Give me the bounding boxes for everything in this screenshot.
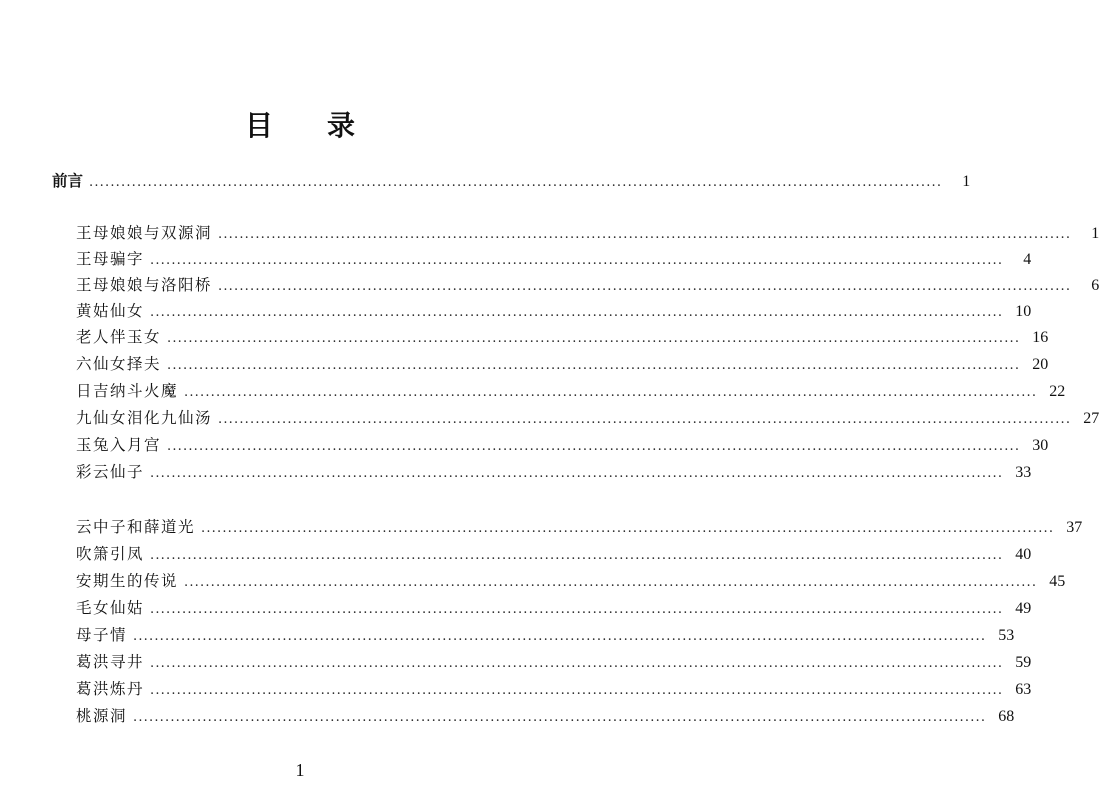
toc-entry-page: 6 — [1091, 277, 1099, 294]
toc-entry[interactable] — [76, 274, 1099, 296]
dot-leader: ................................................................................................................................................................ — [89, 175, 943, 190]
toc-entry-page: 53 — [998, 627, 1015, 644]
dot-leader: ................................................................................................................................................................ — [201, 521, 1055, 536]
toc-entry-page: 10 — [1015, 303, 1032, 320]
toc-entry-label: 葛洪炼丹 — [76, 680, 145, 698]
toc-entry[interactable] — [76, 407, 1099, 429]
toc-entry[interactable] — [76, 353, 1049, 375]
toc-entry[interactable] — [76, 624, 1015, 646]
toc-entry-label: 王母娘娘与洛阳桥 — [76, 276, 213, 294]
toc-entry-page: 1 — [1091, 225, 1099, 242]
toc-entry-page: 22 — [1049, 383, 1066, 400]
dot-leader: ................................................................................................................................................................ — [167, 358, 1021, 373]
dot-leader: ................................................................................................................................................................ — [133, 629, 987, 644]
dot-leader: ................................................................................................................................................................ — [184, 575, 1038, 590]
toc-entry-label: 云中子和薛道光 — [76, 518, 196, 536]
dot-leader: ................................................................................................................................................................ — [218, 227, 1072, 242]
dot-leader: ................................................................................................................................................................ — [150, 253, 1004, 268]
toc-entry[interactable] — [76, 516, 1083, 538]
toc-entry[interactable] — [76, 222, 1099, 244]
toc-entry-preface[interactable] — [52, 170, 971, 192]
toc-entry-page: 33 — [1015, 464, 1032, 481]
toc-entry[interactable] — [76, 570, 1066, 592]
dot-leader: ................................................................................................................................................................ — [150, 548, 1004, 563]
toc-entry-page: 59 — [1015, 654, 1032, 671]
toc-entry[interactable] — [76, 380, 1066, 402]
toc-entry-page: 45 — [1049, 573, 1066, 590]
toc-entry[interactable] — [76, 597, 1032, 619]
toc-entry[interactable] — [76, 326, 1049, 348]
toc-entry-page: 20 — [1032, 356, 1049, 373]
dot-leader: ................................................................................................................................................................ — [150, 305, 1004, 320]
toc-entry-page: 1 — [962, 173, 971, 190]
dot-leader: ................................................................................................................................................................ — [184, 385, 1038, 400]
toc-entry-label: 六仙女择夫 — [76, 355, 162, 373]
dot-leader: ................................................................................................................................................................ — [167, 439, 1021, 454]
toc-entry[interactable] — [76, 248, 1032, 270]
toc-entry-page: 49 — [1015, 600, 1032, 617]
toc-entry-label: 老人伴玉女 — [76, 328, 162, 346]
toc-entry-label: 毛女仙姑 — [76, 599, 145, 617]
toc-entry[interactable] — [76, 678, 1032, 700]
page-title — [0, 104, 600, 144]
toc-entry-label: 桃源洞 — [76, 707, 128, 725]
toc-entry[interactable] — [76, 651, 1032, 673]
toc-entry-label: 九仙女泪化九仙汤 — [76, 409, 213, 427]
toc-entry-label: 黄姑仙女 — [76, 302, 145, 320]
toc-entry-label: 王母骗字 — [76, 250, 145, 268]
toc-entry-page: 16 — [1032, 329, 1049, 346]
toc-entry-label: 日吉纳斗火魔 — [76, 382, 179, 400]
toc-entry-label: 玉兔入月宫 — [76, 436, 162, 454]
dot-leader: ................................................................................................................................................................ — [150, 656, 1004, 671]
toc-entry-label: 王母娘娘与双源洞 — [76, 224, 213, 242]
dot-leader: ................................................................................................................................................................ — [218, 412, 1072, 427]
dot-leader: ................................................................................................................................................................ — [150, 602, 1004, 617]
toc-entry-label: 前言 — [52, 172, 84, 190]
toc-entry-page: 4 — [1023, 251, 1032, 268]
dot-leader: ................................................................................................................................................................ — [150, 683, 1004, 698]
toc-entry[interactable] — [76, 300, 1032, 322]
toc-entry-page: 37 — [1066, 519, 1083, 536]
toc-entry[interactable] — [76, 461, 1032, 483]
dot-leader: ................................................................................................................................................................ — [150, 466, 1004, 481]
toc-entry[interactable] — [76, 705, 1015, 727]
toc-entry-page: 68 — [998, 708, 1015, 725]
title-char-2: 录 — [327, 109, 356, 142]
toc-entry-label: 彩云仙子 — [76, 463, 145, 481]
dot-leader: ................................................................................................................................................................ — [167, 331, 1021, 346]
toc-entry-label: 安期生的传说 — [76, 572, 179, 590]
toc-entry-page: 30 — [1032, 437, 1049, 454]
toc-entry-page: 27 — [1083, 410, 1099, 427]
toc-entry-label: 母子情 — [76, 626, 128, 644]
dot-leader: ................................................................................................................................................................ — [218, 279, 1072, 294]
page-number: 1 — [295, 760, 305, 780]
toc-entry-label: 葛洪寻井 — [76, 653, 145, 671]
toc-entry-page: 63 — [1015, 681, 1032, 698]
toc-entry[interactable] — [76, 543, 1032, 565]
toc-entry-page: 40 — [1015, 546, 1032, 563]
toc-entry-label: 吹箫引凤 — [76, 545, 145, 563]
toc-entry[interactable] — [76, 434, 1049, 456]
dot-leader: ................................................................................................................................................................ — [133, 710, 987, 725]
title-char-1: 目 — [244, 109, 273, 142]
